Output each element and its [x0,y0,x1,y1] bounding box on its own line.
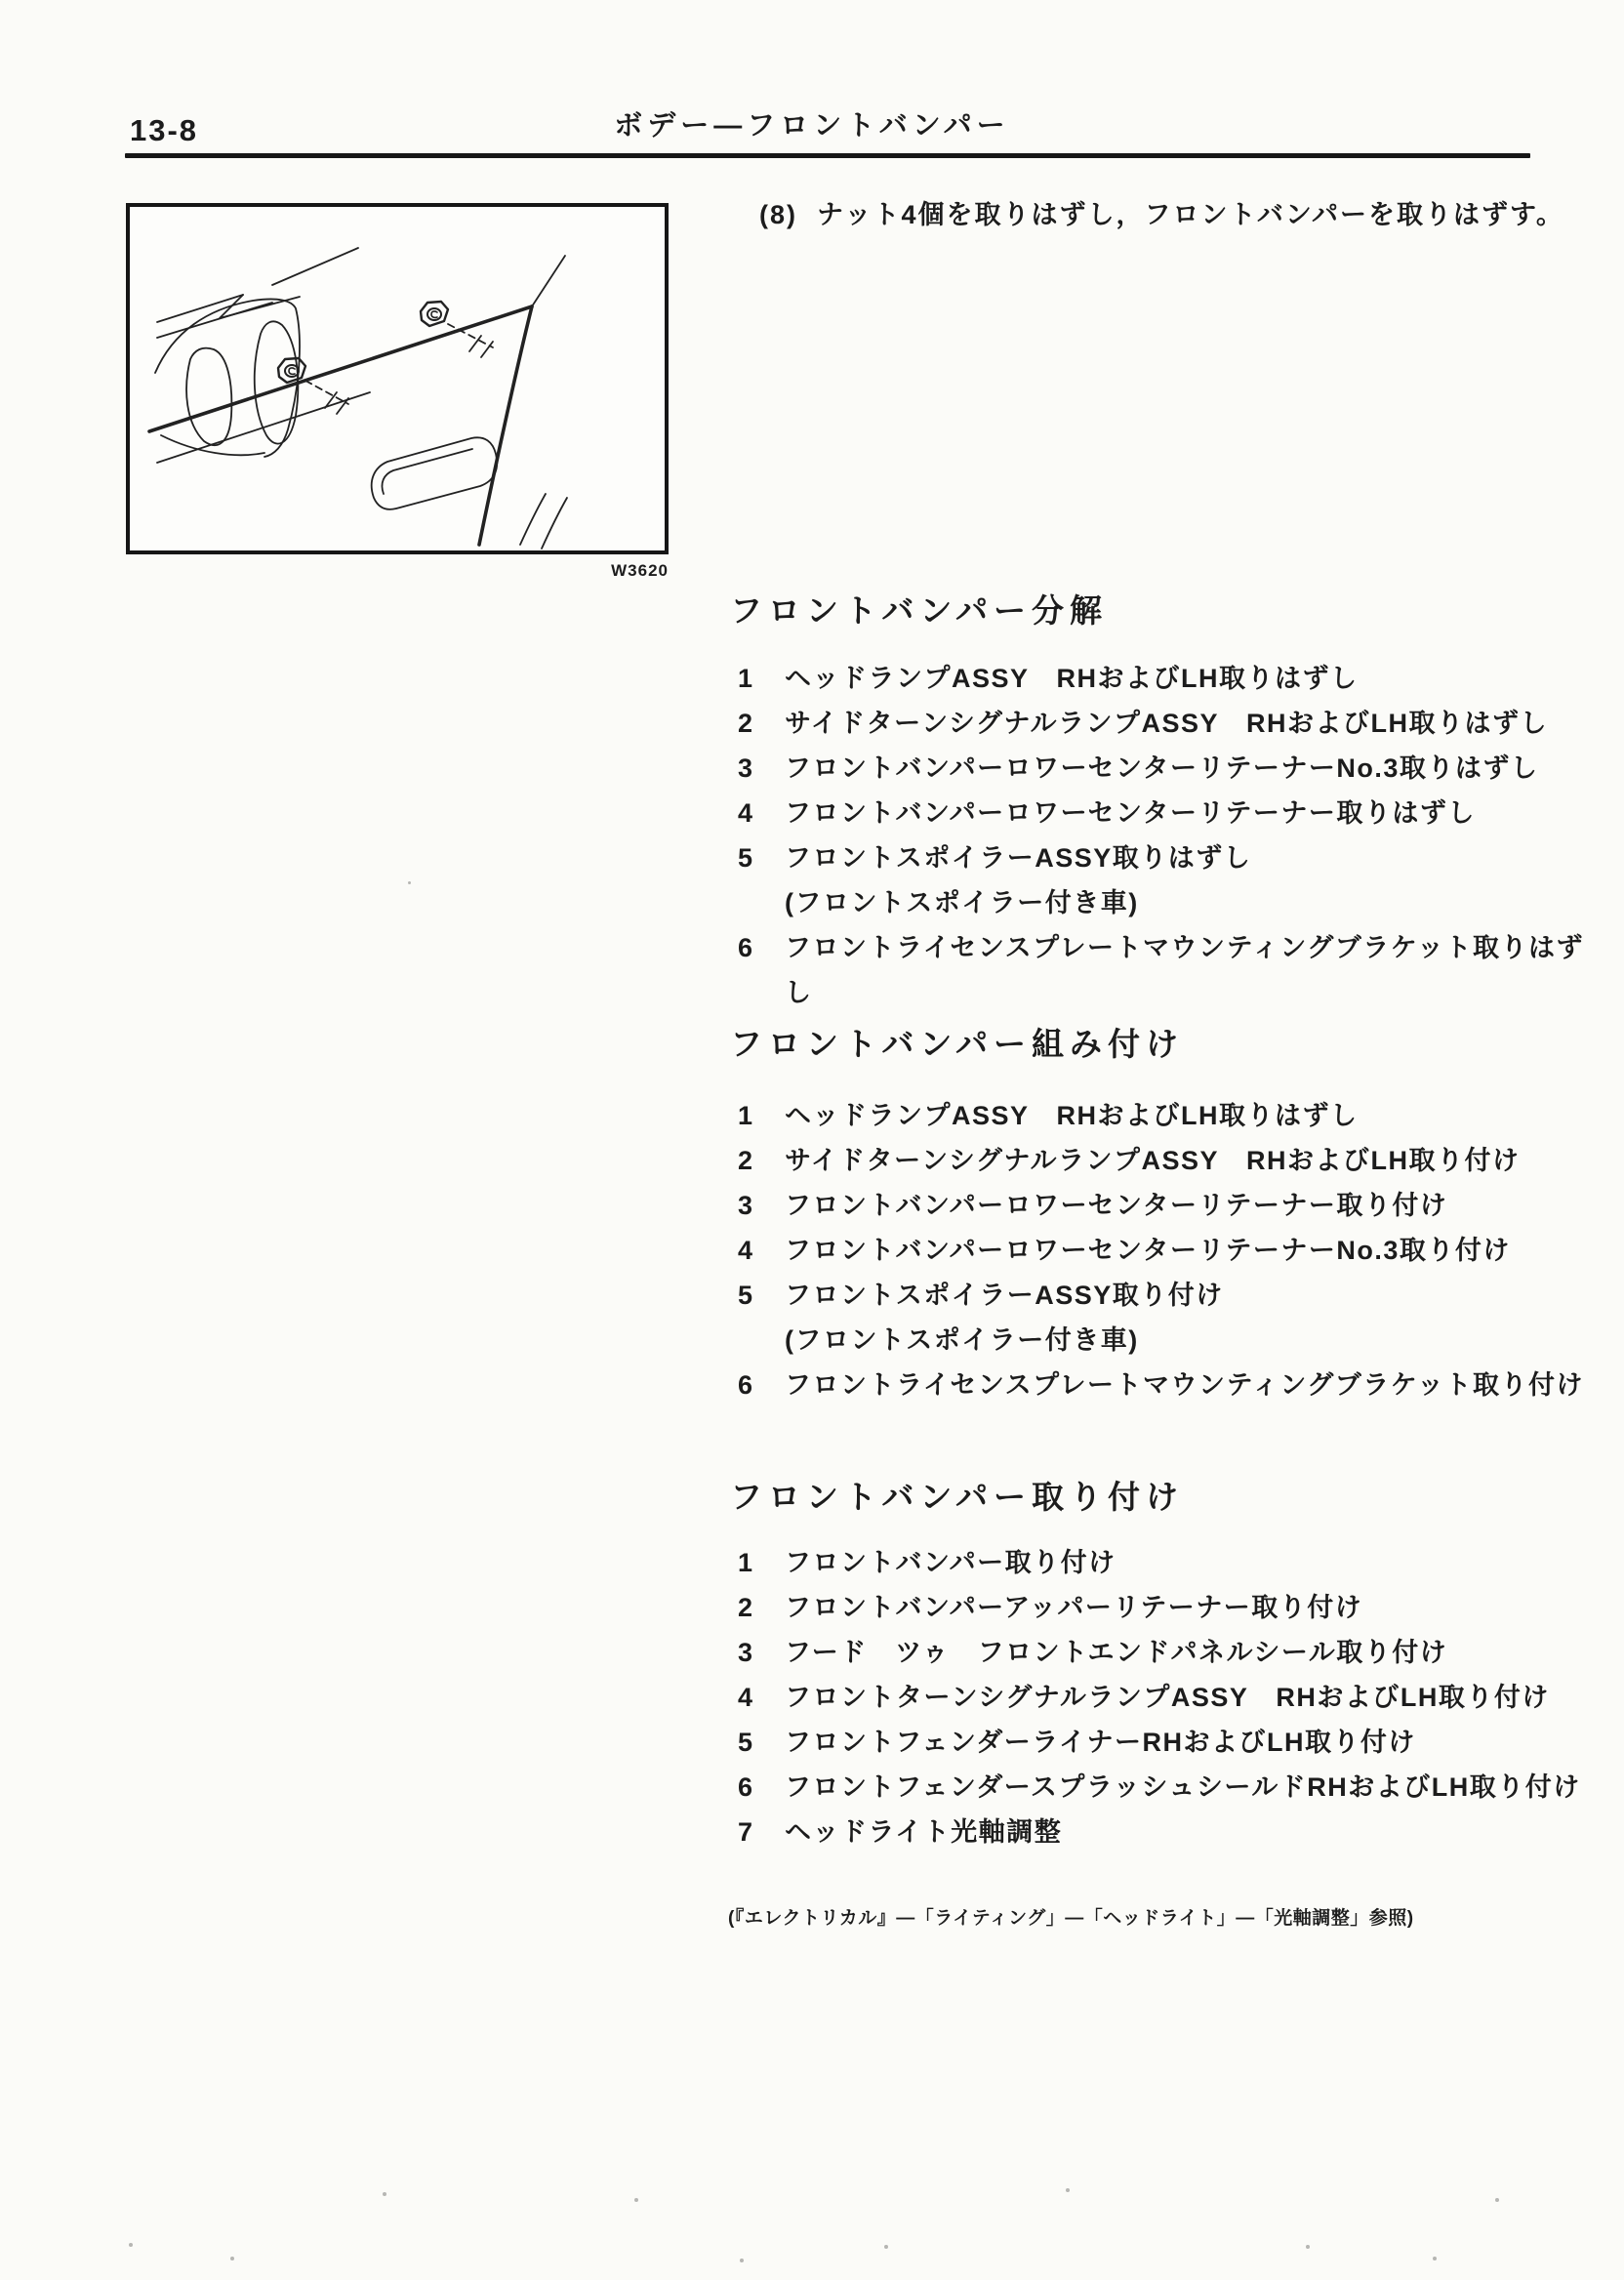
item-number: 5 [738,1728,753,1757]
item-number: 2 [738,1146,753,1175]
nut-icon [278,358,305,383]
item-text: フロントライセンスプレートマウンティングブラケット取り付け [785,1370,1584,1400]
item-text: フロントバンパーロワーセンターリテーナー取りはずし [785,798,1476,828]
item-text: フロントライセンスプレートマウンティングブラケット取りはずし [785,933,1584,1007]
item-text: フロントバンパーアッパーリテーナー取り付け [785,1593,1363,1622]
page-number: 13-8 [130,113,199,147]
section-heading-installation: フロントバンパー取り付け [730,1479,1185,1515]
item-number: 2 [738,709,753,738]
item-number: 1 [738,1548,753,1577]
page-header-title: ボデー―フロントバンパー [614,110,1010,142]
assembly-item-list [730,1093,1601,1407]
header-rule [125,153,1530,158]
section-heading-disassembly: フロントバンパー分解 [730,592,1109,629]
item-text: フロントバンパー取り付け [785,1548,1116,1577]
item-note: (フロントスポイラー付き車) [785,888,1139,917]
list-item [730,1585,1601,1630]
item-number: 5 [738,843,753,873]
item-text: フロントスポイラーASSY取り付け [785,1281,1224,1310]
item-text: ヘッドライト光軸調整 [785,1817,1063,1847]
list-item [730,1093,1601,1138]
disassembly-item-list [730,656,1601,1015]
item-number: 5 [738,1281,753,1310]
list-item [730,1765,1601,1810]
item-number: 1 [738,1101,753,1130]
list-item [730,701,1601,746]
item-text: フロントバンパーロワーセンターリテーナー取り付け [785,1191,1448,1220]
item-number: 3 [738,1191,753,1220]
item-number: 6 [738,933,753,962]
list-item [730,656,1601,701]
list-item [730,925,1601,1015]
item-note: (フロントスポイラー付き車) [785,1325,1139,1355]
list-item [730,1138,1601,1183]
list-item [730,1540,1601,1585]
item-number: 4 [738,798,753,828]
list-item [730,835,1601,925]
item-text: フロントターンシグナルランプASSY RHおよびLH取り付け [785,1683,1550,1712]
step-text: ナット4個を取りはずし，フロントバンパーを取りはずす。 [817,200,1564,229]
section-heading-assembly: フロントバンパー組み付け [730,1026,1185,1062]
item-text: フード ツゥ フロントエンドパネルシール取り付け [785,1638,1448,1667]
list-item [730,791,1601,835]
item-number: 2 [738,1593,753,1622]
item-text: フロントフェンダーライナーRHおよびLH取り付け [785,1728,1416,1757]
item-text: ヘッドランプASSY RHおよびLH取りはずし [785,664,1359,693]
item-number: 6 [738,1772,753,1802]
list-item [730,746,1601,791]
step-paragraph [759,195,1604,234]
item-text: サイドターンシグナルランプASSY RHおよびLH取り付け [785,1146,1521,1175]
item-number: 7 [738,1817,753,1847]
list-item [730,1675,1601,1720]
item-number: 4 [738,1236,753,1265]
figure-front-bumper-illustration [126,203,669,554]
item-number: 1 [738,664,753,693]
turn-signal-opening [372,437,498,509]
installation-item-list [730,1540,1601,1854]
list-item [730,1273,1601,1363]
cross-reference-footnote: (『エレクトリカル』―「ライティング」―「ヘッドライト」―「光軸調整」参照) [728,1908,1414,1929]
car-body-outline [149,248,567,549]
item-number: 6 [738,1370,753,1400]
item-number: 4 [738,1683,753,1712]
list-item [730,1228,1601,1273]
nut-leader-line [305,381,348,414]
item-text: ヘッドランプASSY RHおよびLH取りはずし [785,1101,1359,1130]
item-text: フロントバンパーロワーセンターリテーナーNo.3取りはずし [785,753,1539,783]
item-number: 3 [738,1638,753,1667]
item-text: フロントスポイラーASSY取りはずし [785,843,1252,873]
nut-leader-line [448,324,493,357]
list-item [730,1720,1601,1765]
item-text: フロントバンパーロワーセンターリテーナーNo.3取り付け [785,1236,1511,1265]
item-text: サイドターンシグナルランプASSY RHおよびLH取りはずし [785,709,1549,738]
item-number: 3 [738,753,753,783]
figure-code: W3620 [611,561,669,580]
item-text: フロントフェンダースプラッシュシールドRHおよびLH取り付け [785,1772,1581,1802]
nut-icon [421,302,448,326]
list-item [730,1183,1601,1228]
line-art-drawing [130,207,665,550]
list-item [730,1630,1601,1675]
step-number: (8) [759,200,797,229]
list-item [730,1363,1601,1407]
list-item [730,1810,1601,1854]
